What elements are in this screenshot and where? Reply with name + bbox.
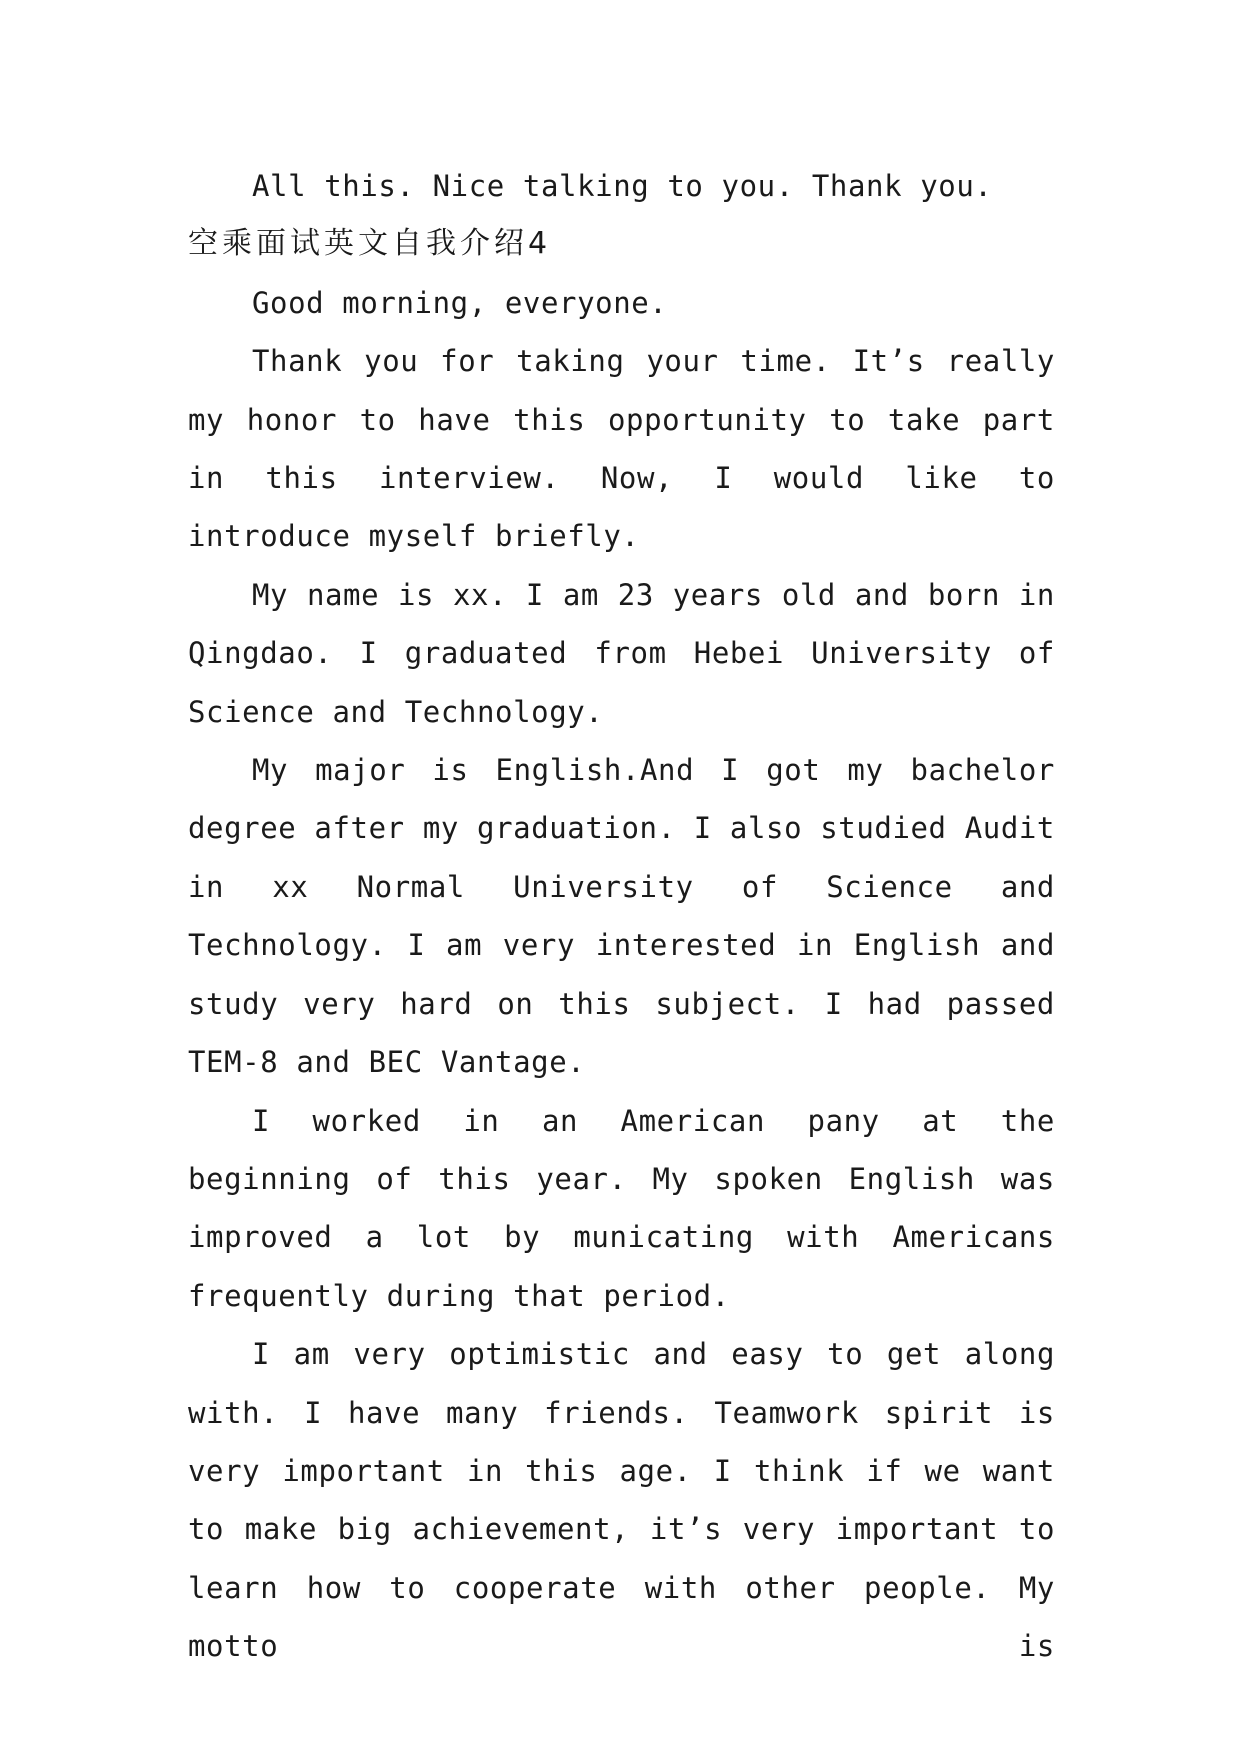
paragraph-thanks: Thank you for taking your time. It’s really my honor to have this opportunity to take part in this interview. Now, I would like to introduce myself briefly. <box>188 344 1055 554</box>
closing-line: All this. Nice talking to you. Thank you. <box>252 169 993 203</box>
paragraph-personality: I am very optimistic and easy to get along with. I have many friends. Teamwork spirit is very important in this age. I think if we want to make big achievement, it’s very important to learn how to cooperate with other people. My motto is <box>188 1337 1055 1664</box>
paragraph-name: My name is xx. I am 23 years old and born in Qingdao. I graduated from Hebei University of Science and Technology. <box>188 577 1055 729</box>
section-heading: 空乘面试英文自我介绍4 <box>188 226 552 262</box>
paragraph-greeting: Good morning, everyone. <box>252 285 668 320</box>
paragraph-major: My major is English.And I got my bachelor degree after my graduation. I also studied Audit in xx Normal University of Science and Technology. I am very interested in English and study very hard on this subject. I had passed TEM-8 and BEC Vantage. <box>188 753 1055 1080</box>
document-body <box>188 157 1055 1676</box>
paragraph-work: I worked in an American pany at the beginning of this year. My spoken English was improved a lot by municating with Americans frequently during that period. <box>188 1103 1055 1313</box>
